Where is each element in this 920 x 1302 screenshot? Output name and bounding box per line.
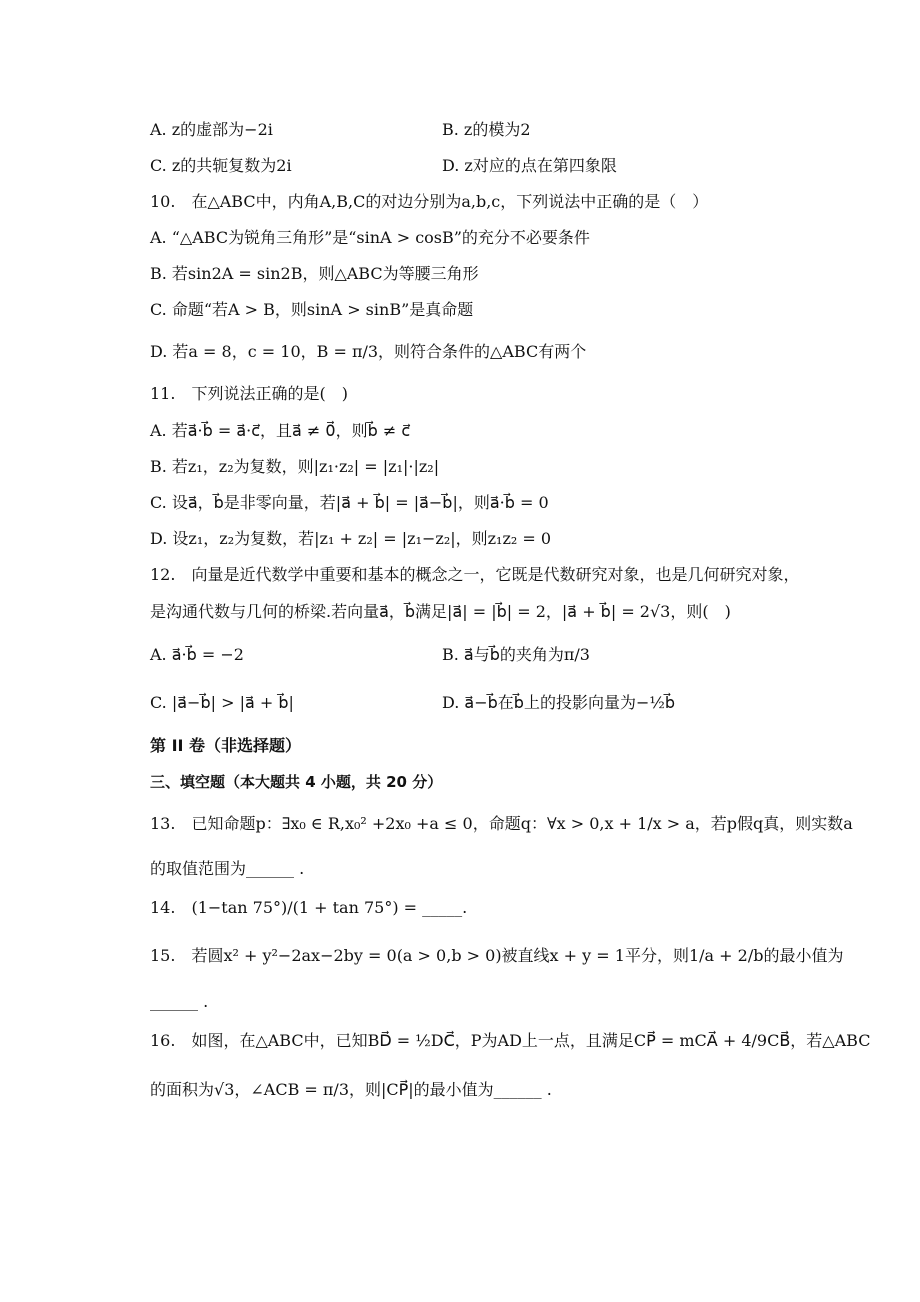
q9-option-a: A. z的虚部为−2i [150,120,273,139]
section-title: 第 II 卷（非选择题） [150,736,302,755]
q10-option-b: B. 若sin2A = sin2B，则△ABC为等腰三角形 [150,264,479,283]
q9-option-d: D. z对应的点在第四象限 [442,156,617,175]
q11-stem: 11. 下列说法正确的是( ) [150,384,348,403]
q15-line2: ______ . [150,992,209,1011]
q10-option-c: C. 命题“若A > B，则sinA > sinB”是真命题 [150,300,474,319]
section-subtitle: 三、填空题（本大题共 4 小题，共 20 分） [150,773,443,791]
q11-option-a: A. 若a⃗·b⃗ = a⃗·c⃗，且a⃗ ≠ 0⃗，则b⃗ ≠ c⃗ [150,421,411,440]
q13-line2: 的取值范围为______ . [150,859,305,878]
q16-line1: 16. 如图，在△ABC中，已知BD⃗ = ½DC⃗，P为AD上一点，且满足CP⃗ = mCA⃗ + 4/9CB⃗，若△ABC [150,1031,871,1050]
q13-line1: 13. 已知命题p：∃x₀ ∈ R,x₀² +2x₀ +a ≤ 0，命题q：∀x > 0,x + 1/x > a，若p假q真，则实数a [150,814,853,833]
q10-stem: 10. 在△ABC中，内角A,B,C的对边分别为a,b,c，下列说法中正确的是（ ） [150,192,709,211]
q9-option-b: B. z的模为2 [442,120,531,139]
q16-line2: 的面积为√3，∠ACB = π/3，则|CP⃗|的最小值为______ . [150,1080,552,1099]
q12-stem-line2: 是沟通代数与几何的桥梁.若向量a⃗，b⃗满足|a⃗| = |b⃗| = 2，|a⃗ + b⃗| = 2√3，则( ) [150,602,731,621]
q12-option-b: B. a⃗与b⃗的夹角为π/3 [442,645,590,664]
q10-option-d: D. 若a = 8，c = 10，B = π/3，则符合条件的△ABC有两个 [150,342,587,361]
q9-option-c: C. z的共轭复数为2i [150,156,292,175]
q12-option-c: C. |a⃗−b⃗| > |a⃗ + b⃗| [150,693,294,712]
q12-stem-line1: 12. 向量是近代数学中重要和基本的概念之一，它既是代数研究对象，也是几何研究对象， [150,565,800,584]
q12-option-a: A. a⃗·b⃗ = −2 [150,645,244,664]
q12-option-d: D. a⃗−b⃗在b⃗上的投影向量为−½b⃗ [442,693,676,712]
q11-option-b: B. 若z₁，z₂为复数，则|z₁·z₂| = |z₁|·|z₂| [150,457,440,476]
q11-option-d: D. 设z₁，z₂为复数，若|z₁ + z₂| = |z₁−z₂|，则z₁z₂ = 0 [150,529,552,548]
q11-option-c: C. 设a⃗，b⃗是非零向量，若|a⃗ + b⃗| = |a⃗−b⃗|，则a⃗·b⃗ = 0 [150,493,549,512]
q14-line1: 14. (1−tan 75°)/(1 + tan 75°) = _____. [150,898,468,917]
q15-line1: 15. 若圆x² + y²−2ax−2by = 0(a > 0,b > 0)被直线x + y = 1平分，则1/a + 2/b的最小值为 [150,946,844,965]
q10-option-a: A. “△ABC为锐角三角形”是“sinA > cosB”的充分不必要条件 [150,228,590,247]
